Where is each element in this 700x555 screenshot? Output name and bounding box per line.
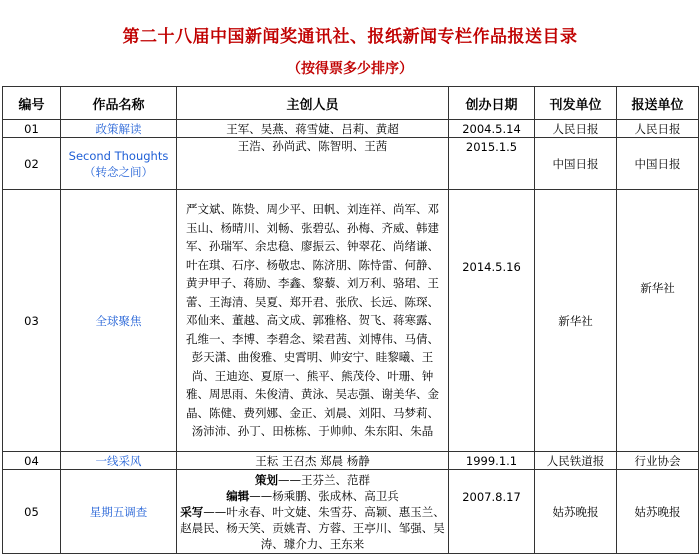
creators-cell xyxy=(177,470,449,554)
header-date: 创办日期 xyxy=(449,87,535,120)
date-cell: 2004.5.14 xyxy=(449,120,535,138)
page-title: 第二十八届中国新闻奖通讯社、报纸新闻专栏作品报送目录 xyxy=(122,27,578,47)
date-cell: 1999.1.1 xyxy=(449,452,535,470)
publisher-cell: 中国日报 xyxy=(535,138,617,190)
row-number: 03 xyxy=(3,190,61,452)
page-subtitle: （按得票多少排序） xyxy=(287,61,413,77)
table-header-row xyxy=(3,87,699,120)
role-label: 策划 xyxy=(255,472,278,487)
publisher-cell: 姑苏晚报 xyxy=(535,470,617,554)
row-number: 05 xyxy=(3,470,61,554)
works-table xyxy=(2,86,699,554)
work-name-link[interactable]: 星期五调查 xyxy=(61,470,177,554)
header-publisher: 刊发单位 xyxy=(535,87,617,120)
submitter-cell: 姑苏晚报 xyxy=(617,470,699,554)
row-number: 04 xyxy=(3,452,61,470)
role-label: 编辑 xyxy=(226,488,250,503)
table-row xyxy=(3,470,699,554)
submitter-cell: 中国日报 xyxy=(617,138,699,190)
work-name-link[interactable]: Second Thoughts（转念之间） xyxy=(61,138,177,190)
publisher-cell: 人民铁道报 xyxy=(535,452,617,470)
table-row xyxy=(3,120,699,138)
creators-line-writing xyxy=(179,504,446,552)
work-name-link[interactable]: 一线采风 xyxy=(61,452,177,470)
role-label: 采写 xyxy=(180,504,204,519)
submitter-cell: 行业协会 xyxy=(617,452,699,470)
header-number: 编号 xyxy=(3,87,61,120)
header-submitter: 报送单位 xyxy=(617,87,699,120)
submitter-cell: 人民日报 xyxy=(617,120,699,138)
row-number: 02 xyxy=(3,138,61,190)
publisher-cell: 人民日报 xyxy=(535,120,617,138)
header-work-name: 作品名称 xyxy=(61,87,177,120)
date-cell: 2014.5.16 xyxy=(449,190,535,452)
submitter-cell: 新华社 xyxy=(617,190,699,452)
header-creators: 主创人员 xyxy=(177,87,449,120)
publisher-cell: 新华社 xyxy=(535,190,617,452)
table-row xyxy=(3,452,699,470)
role-members: ——叶永春、叶文婕、朱雪芬、高颖、惠玉兰、赵晨民、杨天笑、贡姚青、方蓉、王亭川、邹强、吴涛、璩介力、王东来 xyxy=(180,504,445,551)
creators-line-editing xyxy=(179,488,446,504)
table-row xyxy=(3,190,699,452)
date-cell: 2015.1.5 xyxy=(449,138,535,190)
creators-cell: 严文斌、陈贽、周少平、田帆、刘连祥、尚军、邓玉山、杨晴川、刘畅、张碧弘、孙梅、齐威、韩建军、孙瑞军、余忠稳、廖振云、钟翠花、尚绪谦、叶在琪、石序、杨敬忠、陈济朋、陈恃雷、何静、黄尹甲子、蒋励、李鑫、黎藜、刘万利、骆珺、王蕾、王海清、吴夏、郑开君、张欣、长远、陈琛、邓仙来、董越、高文成、郭雅格、贺飞、蒋寒露、孔维一、李博、李碧念、梁君茜、刘博伟、马倩、彭天潇、曲俊雅、史霄明、帅安宁、眭黎曦、王尚、王迪迩、夏原一、熊平、熊茂伶、叶珊、钟雅、周思雨、朱俊清、黄泳、吴志强、谢美华、金晶、陈健、费列娜、金正、刘晨、刘阳、马梦莉、汤沛沛、孙丁、田栋栋、于帅帅、朱东阳、朱晶 xyxy=(177,190,449,452)
date-cell: 2007.8.17 xyxy=(449,470,535,554)
creators-cell: 王军、吴燕、蒋雪婕、吕莉、黄超 xyxy=(177,120,449,138)
role-members: ——王芬兰、范群 xyxy=(278,472,370,487)
creators-cell: 王耘 王召杰 郑晨 杨静 xyxy=(177,452,449,470)
table-row xyxy=(3,138,699,190)
row-number: 01 xyxy=(3,120,61,138)
work-name-link[interactable]: 全球聚焦 xyxy=(61,190,177,452)
creators-cell: 王浩、孙尚武、陈智明、王茜 xyxy=(177,138,449,190)
role-members: ——杨乘鹏、张成林、高卫兵 xyxy=(249,488,399,503)
work-name-link[interactable]: 政策解读 xyxy=(61,120,177,138)
creators-line-planning xyxy=(179,472,446,488)
